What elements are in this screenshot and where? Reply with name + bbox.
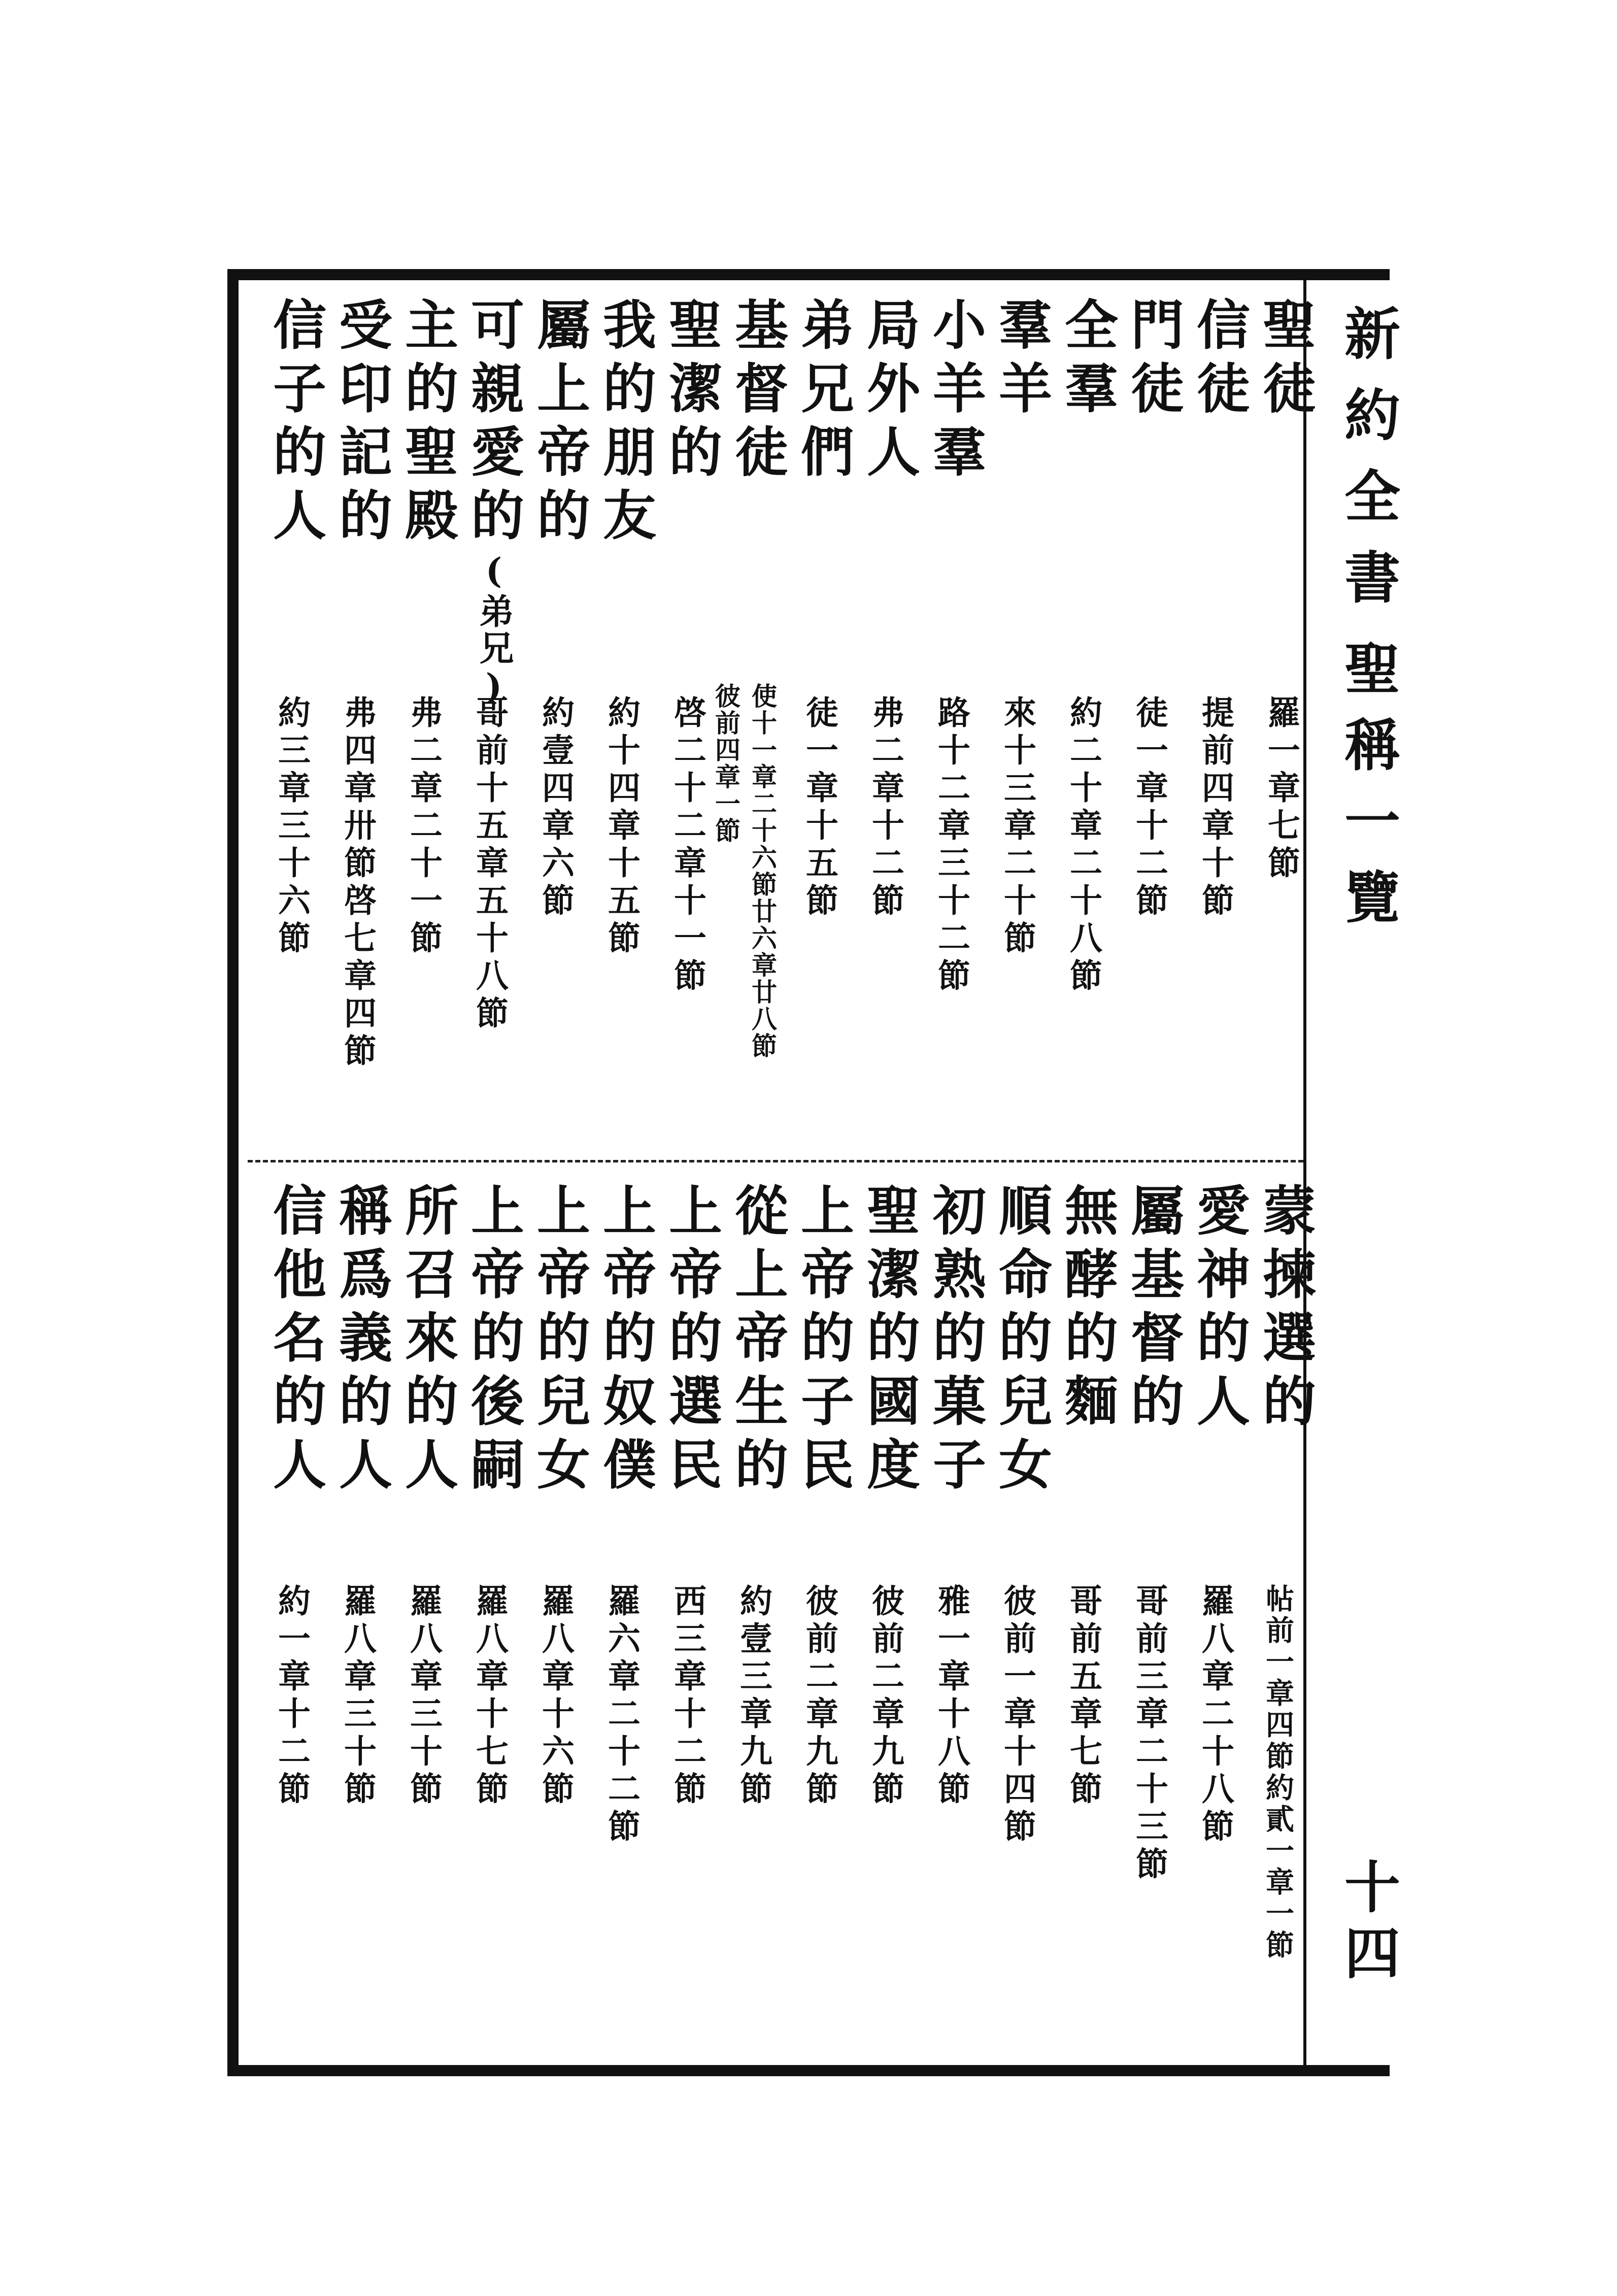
- reference: 哥前三章二十三節: [1130, 1584, 1168, 1884]
- term: 稱爲義的人: [330, 1183, 393, 1500]
- reference: 約壹四章六節: [536, 695, 575, 921]
- reference: 約壹三章九節: [734, 1584, 772, 1809]
- reference: 羅六章二十二節: [602, 1584, 641, 1847]
- reference: 哥前十五章五十八節: [470, 695, 509, 1034]
- reference: 羅一章七節: [1262, 695, 1300, 883]
- term: 受印記的: [330, 297, 393, 551]
- reference: 羅八章十六節: [536, 1584, 575, 1809]
- page-frame: [227, 269, 1401, 2076]
- term: 聖潔的國度: [858, 1183, 921, 1500]
- reference: 羅八章三十節: [405, 1584, 443, 1809]
- header-divider-rule: [1303, 280, 1306, 2065]
- section-title: 聖稱一覽: [1335, 640, 1401, 944]
- section-divider-rule: [248, 1160, 1303, 1162]
- term: 上帝的兒女: [528, 1183, 591, 1500]
- term: 門徒: [1122, 297, 1185, 424]
- reference: 約十四章十五節: [602, 695, 641, 958]
- reference: 弗二章十二節: [866, 695, 904, 921]
- term: 無酵的麵: [1056, 1183, 1119, 1437]
- reference: 羅八章二十八節: [1196, 1584, 1234, 1847]
- reference: 羅八章十七節: [470, 1584, 509, 1809]
- reference: 彼前二章九節: [866, 1584, 904, 1809]
- term: 聖潔的: [660, 297, 723, 487]
- term: 信徒: [1188, 297, 1251, 424]
- term: 羣羊: [990, 297, 1053, 424]
- reference: 路十二章三十二節: [932, 695, 970, 996]
- term-note: (弟兄): [474, 551, 514, 709]
- reference: 羅八章三十節: [339, 1584, 377, 1809]
- reference: 西三章十二節: [668, 1584, 706, 1809]
- term: 基督徒: [726, 297, 789, 487]
- term: [456, 297, 532, 709]
- term: 信子的人: [264, 297, 327, 551]
- term: 屬上帝的: [528, 297, 591, 551]
- term: 上帝的奴僕: [594, 1183, 657, 1500]
- term: 弟兄們: [792, 297, 855, 487]
- reference: 徒一章十五節: [800, 695, 838, 921]
- term-text: 可親愛的: [462, 297, 525, 551]
- term: 全羣: [1056, 297, 1119, 424]
- term: 主的聖殿: [396, 297, 459, 551]
- reference: 約三章三十六節: [273, 695, 311, 958]
- term: 我的朋友: [594, 297, 657, 551]
- running-header: [1319, 305, 1401, 1091]
- term: 局外人: [858, 297, 921, 487]
- reference: 約二十章二十八節: [1064, 695, 1102, 996]
- term: 蒙揀選的: [1254, 1183, 1317, 1437]
- term: 小羊羣: [924, 297, 987, 487]
- reference: 提前四章十節: [1196, 695, 1234, 921]
- reference: 彼前二章九節: [800, 1584, 838, 1809]
- reference: 哥前五章七節: [1064, 1584, 1102, 1809]
- reference: 雅一章十八節: [932, 1584, 970, 1809]
- reference: 徒一章十二節: [1130, 695, 1168, 921]
- reference: 使十一章二十六節廿六章廿八節彼前四章一節: [711, 683, 778, 1059]
- reference: 啓二十二章十一節: [668, 695, 706, 996]
- term: 屬基督的: [1122, 1183, 1185, 1437]
- term: 上帝的子民: [792, 1183, 855, 1500]
- border-left: [227, 269, 239, 2076]
- reference: 彼前一章十四節: [998, 1584, 1036, 1847]
- reference: 帖前一章四節約貳一章一節: [1261, 1584, 1295, 1961]
- term: 愛神的人: [1188, 1183, 1251, 1437]
- term: 信他名的人: [264, 1183, 327, 1500]
- page-number: 十四: [1335, 1858, 1401, 1990]
- reference: 約一章十二節: [273, 1584, 311, 1809]
- term: 上帝的選民: [660, 1183, 723, 1500]
- reference: 來十三章二十節: [998, 695, 1036, 958]
- reference: 弗四章卅節啓七章四節: [339, 695, 377, 1071]
- term: 上帝的後嗣: [462, 1183, 525, 1500]
- term: 從上帝生的: [726, 1183, 789, 1500]
- border-top: [227, 269, 1390, 280]
- term: 所召來的人: [396, 1183, 459, 1500]
- reference: 弗二章二十一節: [405, 695, 443, 958]
- book-title: 新約全書: [1335, 305, 1401, 629]
- border-bottom: [227, 2065, 1390, 2076]
- term: 初熟的菓子: [924, 1183, 987, 1500]
- term: 順命的兒女: [990, 1183, 1053, 1500]
- term: 聖徒: [1254, 297, 1317, 424]
